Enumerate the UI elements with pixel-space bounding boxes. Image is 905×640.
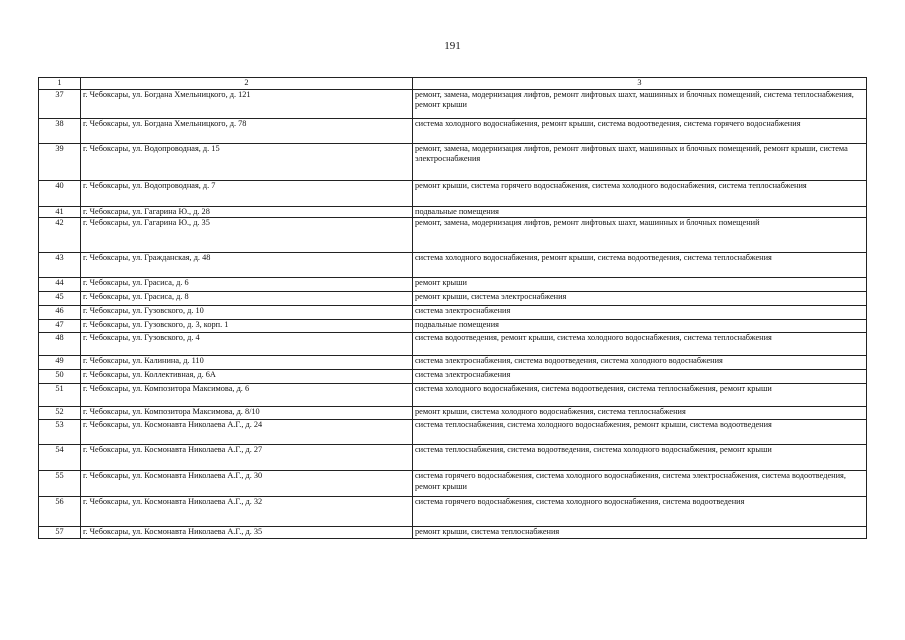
row-works: подвальные помещения	[413, 320, 867, 333]
row-works: ремонт, замена, модернизация лифтов, ремонт лифтовых шахт, машинных и блочных помещений, ремонт крыши, система электроснабжения	[413, 143, 867, 180]
row-number: 37	[39, 89, 81, 118]
row-address: г. Чебоксары, ул. Грасиса, д. 6	[81, 278, 413, 292]
row-works: подвальные помещения	[413, 206, 867, 218]
row-address: г. Чебоксары, ул. Космонавта Николаева А.Г., д. 30	[81, 471, 413, 497]
row-address: г. Чебоксары, ул. Калинина, д. 110	[81, 356, 413, 370]
table-row	[39, 143, 867, 180]
row-number: 38	[39, 118, 81, 143]
row-number: 41	[39, 206, 81, 218]
row-works: ремонт крыши, система горячего водоснабжения, система холодного водоснабжения, система теплоснабжения	[413, 180, 867, 206]
table-row	[39, 333, 867, 356]
row-works: система теплоснабжения, система водоотведения, система холодного водоснабжения, ремонт крыши	[413, 445, 867, 471]
table-row	[39, 356, 867, 370]
row-number: 49	[39, 356, 81, 370]
row-works: ремонт, замена, модернизация лифтов, ремонт лифтовых шахт, машинных и блочных помещений, система теплоснабжения, ремонт крыши	[413, 89, 867, 118]
row-works: ремонт, замена, модернизация лифтов, ремонт лифтовых шахт, машинных и блочных помещений	[413, 218, 867, 253]
row-works: система теплоснабжения, система холодного водоснабжения, ремонт крыши, система водоотведения	[413, 420, 867, 445]
row-works: ремонт крыши, система электроснабжения	[413, 292, 867, 306]
row-number: 48	[39, 333, 81, 356]
table-row	[39, 89, 867, 118]
row-address: г. Чебоксары, ул. Композитора Максимова, д. 6	[81, 384, 413, 407]
header-col-2: 2	[81, 78, 413, 90]
row-number: 45	[39, 292, 81, 306]
table-row	[39, 306, 867, 320]
row-address: г. Чебоксары, ул. Гузовского, д. 3, корп. 1	[81, 320, 413, 333]
row-works: система горячего водоснабжения, система холодного водоснабжения, система водоотведения	[413, 497, 867, 527]
row-number: 54	[39, 445, 81, 471]
row-address: г. Чебоксары, ул. Гузовского, д. 4	[81, 333, 413, 356]
table-row	[39, 320, 867, 333]
row-address: г. Чебоксары, ул. Водопроводная, д. 15	[81, 143, 413, 180]
row-works: ремонт крыши	[413, 278, 867, 292]
row-address: г. Чебоксары, ул. Богдана Хмельницкого, д. 78	[81, 118, 413, 143]
row-number: 44	[39, 278, 81, 292]
row-address: г. Чебоксары, ул. Космонавта Николаева А.Г., д. 27	[81, 445, 413, 471]
table-row	[39, 445, 867, 471]
row-address: г. Чебоксары, ул. Гагарина Ю., д. 35	[81, 218, 413, 253]
row-number: 40	[39, 180, 81, 206]
row-number: 50	[39, 370, 81, 384]
row-works: система электроснабжения, система водоотведения, система холодного водоснабжения	[413, 356, 867, 370]
row-number: 42	[39, 218, 81, 253]
table-row	[39, 407, 867, 420]
row-address: г. Чебоксары, ул. Грасиса, д. 8	[81, 292, 413, 306]
row-address: г. Чебоксары, ул. Коллективная, д. 6А	[81, 370, 413, 384]
table-row	[39, 497, 867, 527]
works-table	[38, 77, 867, 539]
table-row	[39, 527, 867, 539]
header-col-1: 1	[39, 78, 81, 90]
page-number: 191	[444, 40, 461, 52]
table-row	[39, 471, 867, 497]
row-works: система электроснабжения	[413, 306, 867, 320]
row-address: г. Чебоксары, ул. Космонавта Николаева А.Г., д. 35	[81, 527, 413, 539]
header-col-3: 3	[413, 78, 867, 90]
row-address: г. Чебоксары, ул. Гагарина Ю., д. 28	[81, 206, 413, 218]
row-address: г. Чебоксары, ул. Композитора Максимова, д. 8/10	[81, 407, 413, 420]
table-row	[39, 292, 867, 306]
table-row	[39, 118, 867, 143]
row-works: система горячего водоснабжения, система холодного водоснабжения, система электроснабжения, система водоотведения, ремонт крыши	[413, 471, 867, 497]
row-address: г. Чебоксары, ул. Космонавта Николаева А.Г., д. 24	[81, 420, 413, 445]
row-number: 46	[39, 306, 81, 320]
row-number: 52	[39, 407, 81, 420]
table-row	[39, 420, 867, 445]
row-number: 57	[39, 527, 81, 539]
row-number: 51	[39, 384, 81, 407]
row-address: г. Чебоксары, ул. Гузовского, д. 10	[81, 306, 413, 320]
table-row	[39, 218, 867, 253]
table-row	[39, 253, 867, 278]
row-works: система холодного водоснабжения, ремонт крыши, система водоотведения, система горячего водоснабжения	[413, 118, 867, 143]
row-works: ремонт крыши, система холодного водоснабжения, система теплоснабжения	[413, 407, 867, 420]
table-row	[39, 370, 867, 384]
table-row	[39, 384, 867, 407]
row-address: г. Чебоксары, ул. Космонавта Николаева А.Г., д. 32	[81, 497, 413, 527]
row-number: 39	[39, 143, 81, 180]
table-row	[39, 180, 867, 206]
row-number: 55	[39, 471, 81, 497]
row-address: г. Чебоксары, ул. Богдана Хмельницкого, д. 121	[81, 89, 413, 118]
row-works: система холодного водоснабжения, ремонт крыши, система водоотведения, система теплоснабжения	[413, 253, 867, 278]
row-address: г. Чебоксары, ул. Гражданская, д. 48	[81, 253, 413, 278]
row-number: 47	[39, 320, 81, 333]
table-row	[39, 206, 867, 218]
row-works: ремонт крыши, система теплоснабжения	[413, 527, 867, 539]
table-header-row	[39, 78, 867, 90]
row-address: г. Чебоксары, ул. Водопроводная, д. 7	[81, 180, 413, 206]
row-number: 56	[39, 497, 81, 527]
row-works: система холодного водоснабжения, система водоотведения, система теплоснабжения, ремонт крыши	[413, 384, 867, 407]
row-works: система электроснабжения	[413, 370, 867, 384]
row-number: 53	[39, 420, 81, 445]
row-works: система водоотведения, ремонт крыши, система холодного водоснабжения, система теплоснабжения	[413, 333, 867, 356]
table-row	[39, 278, 867, 292]
row-number: 43	[39, 253, 81, 278]
